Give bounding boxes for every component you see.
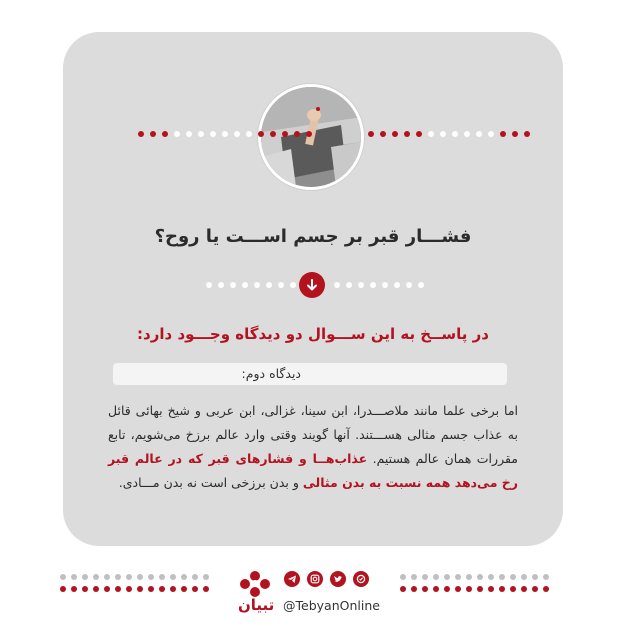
- dots-arrow-right: [334, 282, 424, 288]
- footer-dots-right-top: [400, 574, 549, 580]
- scroll-down-button[interactable]: [299, 272, 325, 298]
- dots-right: [368, 131, 530, 137]
- body-text-highlight: عذاب‌هــا و فشارهای قبر که در عالم قبر رخ می‌دهد همه نسبت به بدن مثالی: [108, 451, 518, 490]
- body-text-part1: اما برخی علما مانند ملاصـــدرا، ابن سینا، غزالی، ابن عربی و شیخ بهائی قائل به عذاب جسم مثالی هســـتند. آنها گویند وقتی وارد عالم برزخ می‌شویم، تابع مقررات همان عالم هستیم.: [108, 403, 518, 466]
- post-body: [108, 399, 518, 495]
- post-title: فشـــار قبر بر جسم اســـت یا روح؟: [154, 226, 472, 247]
- footer-dots-right-bottom: [400, 586, 549, 592]
- viewpoint-bar: [113, 363, 507, 385]
- post-subtitle: در پاســخ به این ســـوال دو دیدگاه وجـــود دارد:: [137, 325, 489, 343]
- arrow-down-icon: [305, 278, 319, 292]
- telegram-icon[interactable]: [284, 571, 300, 587]
- post-photo: [258, 84, 364, 190]
- footer-dots-left-top: [60, 574, 209, 580]
- grave-hand-image: [261, 87, 361, 187]
- viewpoint-label: دیدگاه دوم:: [241, 366, 301, 381]
- brand-name: تبیان: [238, 596, 275, 614]
- dots-left: [138, 131, 312, 137]
- social-links: [284, 571, 369, 587]
- social-handle[interactable]: @TebyanOnline: [283, 598, 380, 613]
- dots-arrow-left: [206, 282, 296, 288]
- body-text-part2: و بدن برزخی است نه بدن مـــادی.: [118, 475, 299, 490]
- twitter-icon[interactable]: [330, 571, 346, 587]
- instagram-icon[interactable]: [307, 571, 323, 587]
- aparat-icon[interactable]: [353, 571, 369, 587]
- footer-dots-left-bottom: [60, 586, 209, 592]
